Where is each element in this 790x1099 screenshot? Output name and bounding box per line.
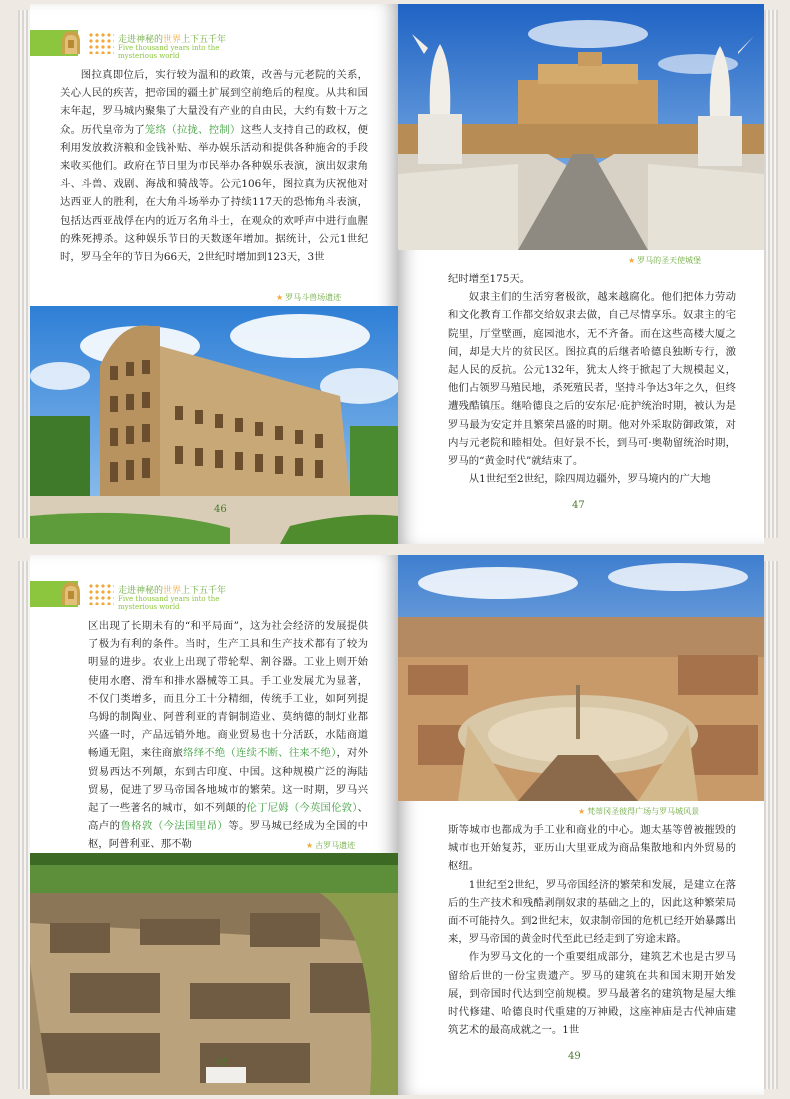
page-number: 48 <box>216 1057 229 1068</box>
star-icon: ★ <box>276 293 284 302</box>
photo-caption: ★ 梵蒂冈圣彼得广场与罗马城风景 <box>578 807 700 816</box>
body-text: 纪时增至175天。 奴隶主们的生活穷奢极欲，越来越腐化。他们把体力劳动和文化教育工作都交给奴隶去做，自己尽情享乐。奴隶主的宅院里，厅堂壁画，庭园池水，无不齐备。而在这些高楼大厦之间，却是大片的贫民区。图拉真的后继者哈德良独断专行，激起人民的反抗。公元132年，犹太人终于掀起了大规模起义，他们占领罗马殖民地，杀死殖民者，坚持斗争达3年之久，但终遭残酷镇压。继哈德良之后的安东尼·庇护统治时期，被认为是罗马最为安定并且繁荣昌盛的时期。他对外采取防御政策，对内与元老院和睦相处。但好景不长，到马可·奥勒留统治时期，罗马的“黄金时代”就结束了。 从1世纪至2世纪，除四周边疆外，罗马境内的广大地 <box>448 273 736 486</box>
header-subtitle: Five thousand years into the mysterious world <box>118 44 220 60</box>
page-number: 46 <box>214 504 227 515</box>
page-48 <box>30 555 398 1095</box>
ancient-ruins-photo <box>30 853 398 1095</box>
header-title: 走进神秘的世界上下五千年 <box>118 35 227 45</box>
sphinx-icon <box>58 28 84 56</box>
sphinx-icon <box>58 579 84 607</box>
page-edge-right <box>764 10 778 538</box>
highlight-term: 伦丁尼姆（今英国伦敦） <box>246 802 358 815</box>
header-subtitle: Five thousand years into the mysterious world <box>118 595 220 611</box>
star-icon: ★ <box>578 807 586 816</box>
photo-caption: ★ 罗马斗兽场遗迹 <box>276 293 342 302</box>
photo-caption: ★ 罗马的圣天使城堡 <box>628 256 702 265</box>
header-dots <box>88 32 114 54</box>
page-edge-right <box>764 561 778 1089</box>
body-text: 斯等城市也都成为手工业和商业的中心。迦太基等曾被摧毁的城市也开始复苏，亚历山大里亚成为商品集散地和内外贸易的枢纽。 1世纪至2世纪，罗马帝国经济的繁荣和发展，是建立在落后的生产技术和残酷剥削奴隶的基础之上的，因此这种繁荣局面不可能持久。到2世纪末，奴隶制帝国的危机已经开始暴露出来，罗马帝国的黄金时代至此已经走到了穷途末路。 作为罗马文化的一个重要组成部分，建筑艺术也是古罗马留给后世的一份宝贵遗产。罗马的建筑在共和国末期开始发展，到帝国时代达到空前规模。罗马最著名的建筑物是屋大维时代修建、哈德良时代重建的万神殿，这座神庙是古代神庙建筑艺术的最高成就之一。1世 <box>448 824 736 1037</box>
page-47 <box>398 4 764 544</box>
body-text: 图拉真即位后，实行较为温和的政策，改善与元老院的关系，关心人民的疾苦，把帝国的疆土扩展到空前绝后的程度。从共和国末年起，罗马城内聚集了大量没有产业的自由民，大约有数十万之众。历代皇帝为了笼络（拉拢、控制）这些人支持自己的政权，便利用发放救济粮和金钱补贴、举办娱乐活动和提供各种施舍的手段来收买他们。政府在节日里为市民举办各种娱乐表演，演出奴隶角斗、斗兽、戏剧、海战和骑战等。公元106年，图拉真为庆祝他对达西亚人的胜利，在大角斗场举办了持续117天的恐怖角斗表演，包括达西亚战俘在内的近万名角斗士，在观众的欢呼声中进行血腥的殊死搏杀。这种娱乐节日的天数逐年增加。据统计，公元1世纪时，罗马全年的节日为66天，2世纪时增加到123天，3世 <box>60 69 369 264</box>
page-number: 47 <box>572 500 585 511</box>
book-spread-bottom <box>0 551 790 1099</box>
book-spread-top <box>0 0 790 548</box>
header-title: 走进神秘的世界上下五千年 <box>118 586 227 596</box>
highlight-term: 络绎不绝（连续不断、往来不绝） <box>183 747 337 760</box>
page-46 <box>30 4 398 544</box>
rome-city-view-photo <box>398 555 764 801</box>
photo-caption: ★ 古罗马遗迹 <box>306 841 356 850</box>
page-49 <box>398 555 764 1095</box>
highlight-term: 笼络（拉拢、控制） <box>145 123 241 136</box>
star-icon: ★ <box>306 841 314 850</box>
castel-sant-angelo-photo <box>398 4 764 250</box>
header-dots <box>88 583 114 605</box>
page-header <box>30 28 398 58</box>
body-text: 区出现了长期未有的“和平局面”，这为社会经济的发展提供了极为有利的条件。当时，生产工具和生产技术都有了较为明显的进步。农业上出现了带轮犁、割谷器。工业上则开始使用水磨、滑车和排水器械等工具。手工业发展尤为显著，不仅门类增多，而且分工十分精细，传统手工业，如阿列提乌姆的制陶业、阿普利亚的青铜制造业、莫纳德的制灯业都兴盛一时，产品远销外地。商业贸易也十分活跃，水陆商道畅通无阻，来往商旅络绎不绝（连续不断、往来不绝），对外贸易西达不列颠，东到古印度、中国。这种规模广泛的海陆贸易，促进了罗马帝国各地城市的繁荣。这一时期，罗马兴起了一些著名的城市，如不列颠的伦丁尼姆（今英国伦敦）、高卢的鲁格敦（今法国里昂）等。罗马城已经成为全国的中枢，阿普利亚、那不勒 <box>88 620 369 851</box>
page-header <box>30 579 398 609</box>
star-icon: ★ <box>628 256 636 265</box>
highlight-term: 鲁格敦（今法国里昂） <box>120 820 229 833</box>
page-number: 49 <box>568 1051 581 1062</box>
